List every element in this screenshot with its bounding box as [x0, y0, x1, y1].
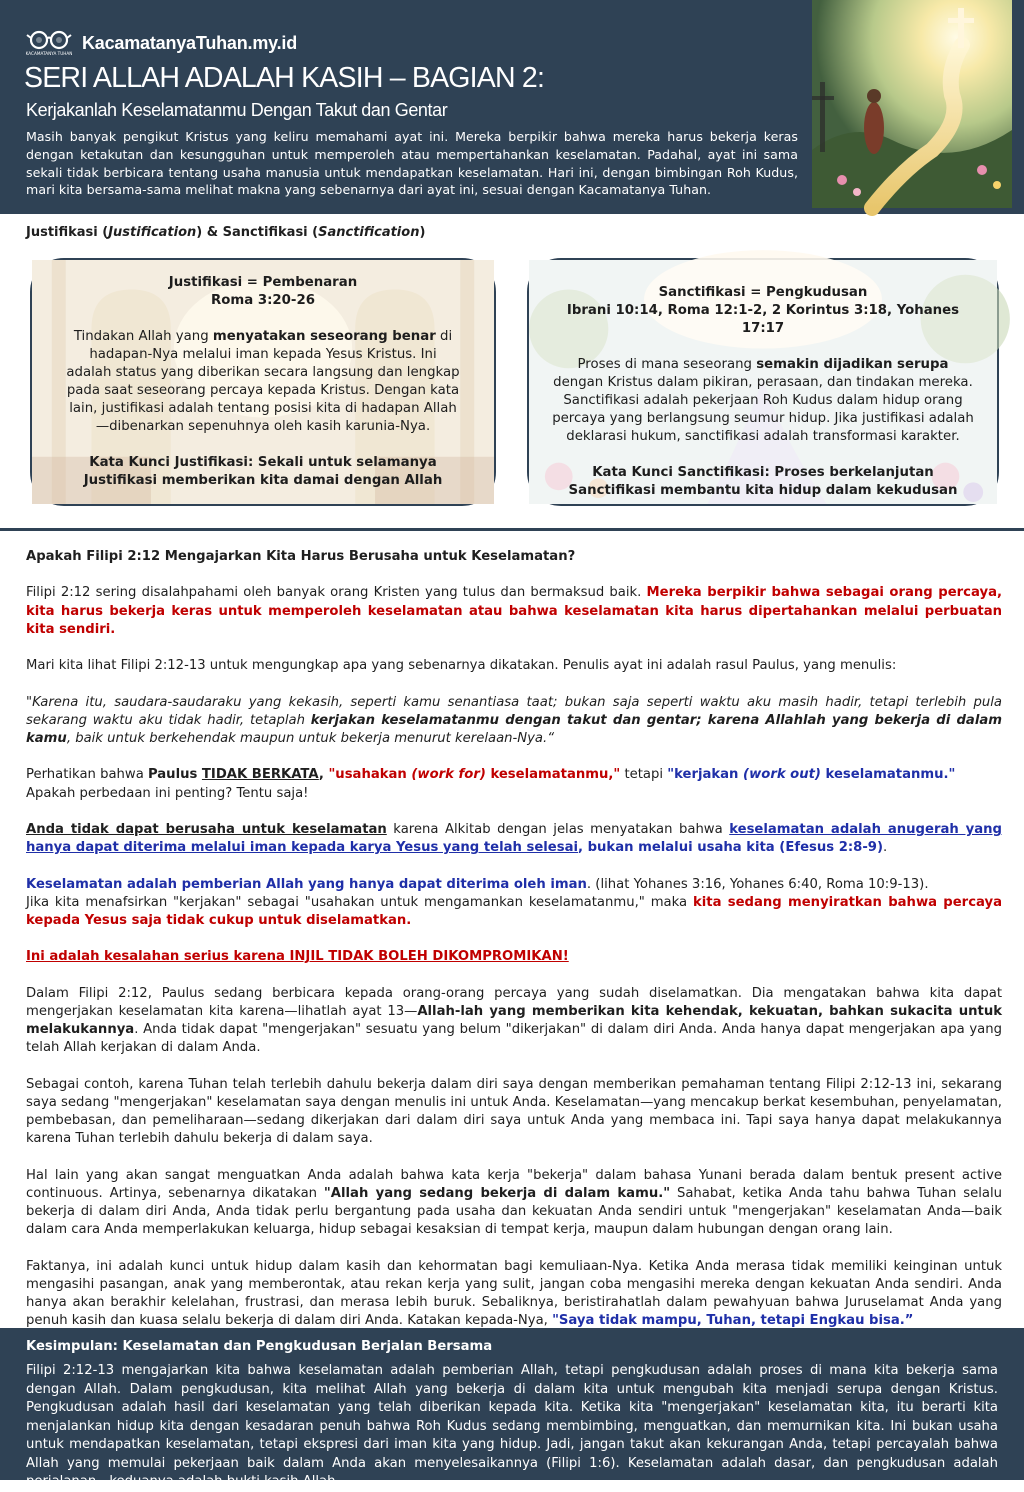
card-title: Justifikasi = Pembenaran	[168, 275, 358, 290]
page-title: SERI ALLAH ADALAH KASIH – BAGIAN 2:	[24, 62, 545, 94]
intro-paragraph: Masih banyak pengikut Kristus yang keliru memahami ayat ini. Mereka berpikir bahwa mereka harus bekerja keras dengan ketakutan dan kesungguhan untuk memperoleh atau mempertahankan keselamatan. Padahal, ayat ini sama sekali tidak berbicara tentang usaha manusia untuk mendapatkan keselamatan. Hari ini, dengan bimbingan Roh Kudus, mari kita bersama-sama melihat makna yang sebenarnya dari ayat ini, sesuai dengan Kacamatanya Tuhan.	[26, 129, 798, 198]
card-body: Proses di mana seseorang semakin dijadikan serupa dengan Kristus dalam pikiran, perasaan, dan tindakan mereka. Sanctifikasi adalah pekerjaan Roh Kudus dalam hidup orang percaya yang berlangsung seumur hidup. Jika justifikasi adalah deklarasi hukum, sanctifikasi adalah transformasi karakter.	[552, 357, 974, 444]
hero-illustration	[812, 0, 1012, 208]
paragraph-1: Filipi 2:12 sering disalahpahami oleh banyak orang Kristen yang tulus dan bermaksud baik. Mereka berpikir bahwa sebagai orang percaya, kita harus bekerja keras untuk memperoleh keselamatan atau bahwa keselamatan kita harus dipertahankan melalui perbuatan kita sendiri.	[26, 585, 1002, 637]
paragraph-9: Hal lain yang akan sangat menguatkan Anda adalah bahwa kata kerja "bekerja" dalam bahasa Yunani berada dalam bentuk present active continuous. Artinya, sebenarnya dikatakan "Allah yang sedang bekerja di dalam kamu." Sahabat, ketika Anda tahu bahwa Tuhan selalu bekerja di dalam diri Anda, Anda tidak perlu bergantung pada usaha dan kekuatan Anda sendiri untuk "mengerjakan" keselamatan Anda—baik dalam cara Anda memperlakukan keluarga, hidup sebagai kesaksian di tempat kerja, maupun dalam hubungan dengan orang lain.	[26, 1167, 1002, 1238]
card-keyword: Kata Kunci Sanctifikasi: Proses berkelanjutan Sanctifikasi membantu kita hidup dalam kekudusan	[568, 465, 958, 498]
scripture-quote: "Karena itu, saudara-saudaraku yang kekasih, seperti kamu senantiasa taat; bukan saja seperti waktu aku masih hadir, tetapi terlebih pula sekarang waktu aku tidak hadir, tetaplah kerjakan keselamatanmu dengan takut dan gentar; karena Allahlah yang bekerja di dalam kamu, baik untuk berkehendak maupun untuk bekerja menurut kerelaan-Nya.“	[26, 694, 1002, 746]
cross-icon	[958, 8, 964, 48]
paragraph-2: Mari kita lihat Filipi 2:12-13 untuk mengungkap apa yang sebenarnya dikatakan. Penulis ayat ini adalah rasul Paulus, yang menulis:	[26, 658, 897, 674]
paragraph-8: Sebagai contoh, karena Tuhan telah terlebih dahulu bekerja dalam diri saya dengan memberikan pemahaman tentang Filipi 2:12-13 ini, sekarang saya sedang "mengerjakan" keselamatan saya dengan menulis ini untuk Anda. Keselamatan—yang mencakup berkat kesembuhan, penyelamatan, pembebasan, dan pemeliharaan—sedang dikerjakan dari dalam diri saya untuk Anda yang membaca ini. Tapi saya hanya dapat melakukannya karena Tuhan terlebih dahulu bekerja di dalam saya.	[26, 1076, 1002, 1147]
page-subtitle: Kerjakanlah Keselamatanmu Dengan Takut dan Gentar	[26, 100, 448, 120]
sanctification-card	[527, 258, 999, 506]
card-body: Tindakan Allah yang menyatakan seseorang benar di hadapan-Nya melalui iman kepada Yesus Kristus. Ini adalah status yang diberikan secara langsung dan lengkap pada saat seseorang percaya kepada Kristus. Dengan kata lain, justifikasi adalah tentang posisi kita di hadapan Allah—dibenarkan sepenuhnya oleh kasih karunia-Nya.	[66, 329, 460, 434]
paragraph-6: Ini adalah kesalahan serius karena INJIL TIDAK BOLEH DIKOMPROMIKAN!	[26, 949, 569, 965]
card-reference: Ibrani 10:14, Roma 12:1-2, 2 Korintus 3:18, Yohanes 17:17	[566, 303, 960, 336]
glasses-logo-icon	[26, 28, 76, 58]
paragraph-3: Perhatikan bahwa Paulus TIDAK BERKATA, "usahakan (work for) keselamatanmu," tetapi "kerjakan (work out) keselamatanmu." Apakah perbedaan ini penting? Tentu saja!	[26, 767, 956, 801]
paragraph-7: Dalam Filipi 2:12, Paulus sedang berbicara kepada orang-orang percaya yang sudah diselamatkan. Dia mengatakan bahwa kita dapat mengerjakan keselamatan kita karena—lihatlah ayat 13—Allah-lah yang memberikan kita kehendak, kekuatan, bahkan sukacita untuk melakukannya. Anda tidak dapat "mengerjakan" sesuatu yang belum "dikerjakan" di dalam diri Anda. Anda hanya dapat mengerjakan apa yang telah Allah kerjakan di dalam Anda.	[26, 985, 1002, 1056]
article-body	[26, 548, 1002, 1331]
justification-section-heading: Justifikasi (Justification) & Sanctifikasi (Sanctification)	[26, 225, 426, 240]
paragraph-5: Keselamatan adalah pemberian Allah yang hanya dapat diterima oleh iman. (lihat Yohanes 3:16, Yohanes 6:40, Roma 10:9-13). Jika kita menafsirkan "kerjakan" sebagai "usahakan untuk mengamankan keselamatanmu," maka kita sedang menyiratkan bahwa percaya kepada Yesus saja tidak cukup untuk diselamatkan.	[26, 876, 1002, 928]
card-title: Sanctifikasi = Pengkudusan	[658, 285, 868, 300]
site-logo-row[interactable]	[26, 28, 297, 58]
card-reference: Roma 3:20-26	[211, 293, 315, 308]
paragraph-4: Anda tidak dapat berusaha untuk keselamatan karena Alkitab dengan jelas menyatakan bahwa keselamatan adalah anugerah yang hanya dapat diterima melalui iman kepada karya Yesus yang telah selesai, bukan melalui usaha kita (Efesus 2:8-9).	[26, 821, 1002, 856]
conclusion-footer	[0, 1328, 1024, 1489]
paragraph-10: Faktanya, ini adalah kunci untuk hidup dalam kasih dan kehormatan bagi kemuliaan-Nya. Ketika Anda merasa tidak memiliki keinginan untuk mengasihi pasangan, anak yang memberontak, atau rekan kerja yang sulit, jangan coba mengasihi mereka dengan kekuatan Anda sendiri. Anda hanya akan berakhir kelelahan, frustrasi, dan merasa lebih buruk. Sebaliknya, beristirahatlah dalam pewahyuan bahwa Juruselamat Anda yang penuh kasih dan kuasa selalu bekerja di dalam diri Anda. Katakan kepada-Nya, "Saya tidak mampu, Tuhan, tetapi Engkau bisa.”	[26, 1258, 1002, 1329]
article-heading: Apakah Filipi 2:12 Mengajarkan Kita Harus Berusaha untuk Keselamatan?	[26, 549, 576, 564]
header-banner	[0, 0, 1024, 214]
section-divider	[0, 528, 1024, 531]
site-name[interactable]: KacamatanyaTuhan.my.id	[82, 32, 298, 53]
logo-caption: KACAMATANYA TUHAN	[25, 51, 73, 56]
conclusion-title: Kesimpulan: Keselamatan dan Pengkudusan Berjalan Bersama	[26, 1339, 493, 1354]
card-keyword: Kata Kunci Justifikasi: Sekali untuk selamanya Justifikasi memberikan kita damai dengan Allah	[83, 455, 443, 488]
justification-card	[30, 258, 496, 506]
conclusion-text: Filipi 2:12-13 mengajarkan kita bahwa keselamatan adalah pemberian Allah, tetapi pengkudusan adalah proses di mana kita bekerja sama dengan Allah. Dalam pengkudusan, kita melihat Allah yang bekerja di dalam kita untuk mengubah kita menjadi serupa dengan Kristus. Pengkudusan adalah hasil dari keselamatan yang telah diberikan kepada kita. Ketika kita "mengerjakan" keselamatan kita, itu berarti kita menjalankan hidup kita dengan kesadaran penuh bahwa Roh Kudus sedang membimbing, menguatkan, dan memurnikan kita. Ini bukan usaha untuk mendapatkan keselamatan, tetapi ekspresi dari iman kita yang hidup. Jadi, jangan takut akan kekurangan Anda, tetapi percayalah bahwa Allah yang memulai pekerjaan baik dalam Anda akan menyelesaikannya (Filipi 1:6). Keselamatan adalah dasar, dan pengkudusan adalah perjalanan—keduanya adalah bukti kasih Allah	[26, 1363, 998, 1489]
